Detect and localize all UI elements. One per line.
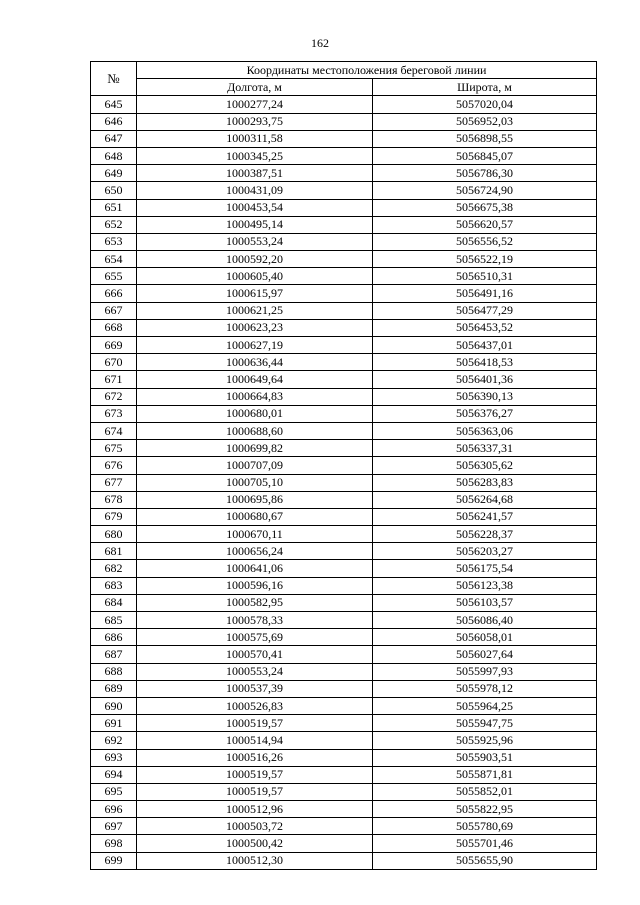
cell-number: 695 bbox=[91, 783, 137, 800]
cell-latitude: 5055655,90 bbox=[373, 852, 597, 869]
cell-latitude: 5056363,06 bbox=[373, 422, 597, 439]
cell-longitude: 1000627,19 bbox=[137, 337, 373, 354]
table-row bbox=[91, 371, 597, 388]
cell-latitude: 5056522,19 bbox=[373, 251, 597, 268]
cell-number: 694 bbox=[91, 766, 137, 783]
cell-latitude: 5055701,46 bbox=[373, 835, 597, 852]
table-row bbox=[91, 663, 597, 680]
cell-longitude: 1000621,25 bbox=[137, 302, 373, 319]
cell-latitude: 5056491,16 bbox=[373, 285, 597, 302]
cell-longitude: 1000680,01 bbox=[137, 405, 373, 422]
cell-latitude: 5055852,01 bbox=[373, 783, 597, 800]
cell-longitude: 1000495,14 bbox=[137, 216, 373, 233]
cell-number: 693 bbox=[91, 749, 137, 766]
cell-number: 675 bbox=[91, 440, 137, 457]
cell-longitude: 1000345,25 bbox=[137, 147, 373, 164]
table-row bbox=[91, 147, 597, 164]
cell-longitude: 1000596,16 bbox=[137, 577, 373, 594]
cell-latitude: 5056058,01 bbox=[373, 629, 597, 646]
cell-number: 682 bbox=[91, 560, 137, 577]
cell-longitude: 1000519,57 bbox=[137, 783, 373, 800]
cell-number: 673 bbox=[91, 405, 137, 422]
page-number: 162 bbox=[311, 36, 329, 50]
table-row bbox=[91, 801, 597, 818]
cell-number: 667 bbox=[91, 302, 137, 319]
table-row bbox=[91, 422, 597, 439]
cell-number: 647 bbox=[91, 130, 137, 147]
table-row bbox=[91, 457, 597, 474]
cell-longitude: 1000623,23 bbox=[137, 319, 373, 336]
cell-longitude: 1000453,54 bbox=[137, 199, 373, 216]
table-row bbox=[91, 165, 597, 182]
cell-number: 691 bbox=[91, 715, 137, 732]
cell-latitude: 5056376,27 bbox=[373, 405, 597, 422]
cell-latitude: 5055903,51 bbox=[373, 749, 597, 766]
cell-latitude: 5056123,38 bbox=[373, 577, 597, 594]
cell-longitude: 1000293,75 bbox=[137, 113, 373, 130]
table-row bbox=[91, 216, 597, 233]
cell-number: 686 bbox=[91, 629, 137, 646]
cell-longitude: 1000516,26 bbox=[137, 749, 373, 766]
table-row bbox=[91, 818, 597, 835]
header-latitude: Широта, м bbox=[373, 79, 597, 96]
table-row bbox=[91, 302, 597, 319]
header-row-top bbox=[91, 62, 597, 79]
cell-latitude: 5056453,52 bbox=[373, 319, 597, 336]
cell-number: 696 bbox=[91, 801, 137, 818]
cell-number: 699 bbox=[91, 852, 137, 869]
cell-latitude: 5055925,96 bbox=[373, 732, 597, 749]
table-row bbox=[91, 646, 597, 663]
cell-latitude: 5056510,31 bbox=[373, 268, 597, 285]
table-row bbox=[91, 749, 597, 766]
table-row bbox=[91, 680, 597, 697]
table-row bbox=[91, 337, 597, 354]
cell-longitude: 1000670,11 bbox=[137, 526, 373, 543]
cell-number: 689 bbox=[91, 680, 137, 697]
cell-longitude: 1000578,33 bbox=[137, 612, 373, 629]
table-row bbox=[91, 285, 597, 302]
table-row bbox=[91, 474, 597, 491]
cell-latitude: 5056390,13 bbox=[373, 388, 597, 405]
cell-latitude: 5056620,57 bbox=[373, 216, 597, 233]
cell-number: 670 bbox=[91, 354, 137, 371]
cell-latitude: 5056675,38 bbox=[373, 199, 597, 216]
table-row bbox=[91, 526, 597, 543]
cell-number: 666 bbox=[91, 285, 137, 302]
table-row bbox=[91, 783, 597, 800]
table-row bbox=[91, 835, 597, 852]
cell-latitude: 5055978,12 bbox=[373, 680, 597, 697]
cell-number: 672 bbox=[91, 388, 137, 405]
cell-longitude: 1000641,06 bbox=[137, 560, 373, 577]
cell-latitude: 5056203,27 bbox=[373, 543, 597, 560]
table-row bbox=[91, 405, 597, 422]
cell-number: 690 bbox=[91, 697, 137, 714]
cell-longitude: 1000519,57 bbox=[137, 766, 373, 783]
cell-number: 683 bbox=[91, 577, 137, 594]
cell-longitude: 1000277,24 bbox=[137, 96, 373, 113]
cell-longitude: 1000311,58 bbox=[137, 130, 373, 147]
cell-longitude: 1000553,24 bbox=[137, 663, 373, 680]
cell-longitude: 1000500,42 bbox=[137, 835, 373, 852]
cell-latitude: 5056283,83 bbox=[373, 474, 597, 491]
cell-latitude: 5056401,36 bbox=[373, 371, 597, 388]
cell-number: 668 bbox=[91, 319, 137, 336]
cell-number: 651 bbox=[91, 199, 137, 216]
cell-longitude: 1000537,39 bbox=[137, 680, 373, 697]
table-row bbox=[91, 594, 597, 611]
cell-number: 652 bbox=[91, 216, 137, 233]
cell-latitude: 5056086,40 bbox=[373, 612, 597, 629]
cell-longitude: 1000592,20 bbox=[137, 251, 373, 268]
cell-latitude: 5055964,25 bbox=[373, 697, 597, 714]
cell-longitude: 1000575,69 bbox=[137, 629, 373, 646]
cell-number: 697 bbox=[91, 818, 137, 835]
header-number: № bbox=[91, 62, 137, 96]
table-row bbox=[91, 268, 597, 285]
cell-number: 679 bbox=[91, 508, 137, 525]
cell-latitude: 5056952,03 bbox=[373, 113, 597, 130]
cell-number: 653 bbox=[91, 233, 137, 250]
header-coordinates-group: Координаты местоположения береговой линии bbox=[137, 62, 597, 79]
cell-latitude: 5055822,95 bbox=[373, 801, 597, 818]
cell-number: 692 bbox=[91, 732, 137, 749]
cell-latitude: 5056175,54 bbox=[373, 560, 597, 577]
cell-latitude: 5056241,57 bbox=[373, 508, 597, 525]
cell-latitude: 5056437,01 bbox=[373, 337, 597, 354]
cell-longitude: 1000526,83 bbox=[137, 697, 373, 714]
cell-number: 669 bbox=[91, 337, 137, 354]
cell-longitude: 1000688,60 bbox=[137, 422, 373, 439]
cell-latitude: 5056845,07 bbox=[373, 147, 597, 164]
table-row bbox=[91, 440, 597, 457]
cell-longitude: 1000695,86 bbox=[137, 491, 373, 508]
cell-latitude: 5055947,75 bbox=[373, 715, 597, 732]
cell-longitude: 1000649,64 bbox=[137, 371, 373, 388]
cell-number: 681 bbox=[91, 543, 137, 560]
table-row bbox=[91, 199, 597, 216]
table-row bbox=[91, 852, 597, 869]
cell-longitude: 1000605,40 bbox=[137, 268, 373, 285]
cell-latitude: 5055780,69 bbox=[373, 818, 597, 835]
cell-number: 680 bbox=[91, 526, 137, 543]
cell-longitude: 1000512,30 bbox=[137, 852, 373, 869]
table-row bbox=[91, 766, 597, 783]
cell-longitude: 1000636,44 bbox=[137, 354, 373, 371]
table-row bbox=[91, 732, 597, 749]
cell-longitude: 1000512,96 bbox=[137, 801, 373, 818]
cell-number: 674 bbox=[91, 422, 137, 439]
table-row bbox=[91, 113, 597, 130]
table-row bbox=[91, 233, 597, 250]
cell-number: 648 bbox=[91, 147, 137, 164]
table-row bbox=[91, 491, 597, 508]
table-row bbox=[91, 612, 597, 629]
cell-latitude: 5056724,90 bbox=[373, 182, 597, 199]
cell-latitude: 5056337,31 bbox=[373, 440, 597, 457]
cell-longitude: 1000387,51 bbox=[137, 165, 373, 182]
table-row bbox=[91, 96, 597, 113]
cell-longitude: 1000699,82 bbox=[137, 440, 373, 457]
cell-number: 649 bbox=[91, 165, 137, 182]
cell-number: 685 bbox=[91, 612, 137, 629]
cell-number: 688 bbox=[91, 663, 137, 680]
cell-latitude: 5057020,04 bbox=[373, 96, 597, 113]
cell-longitude: 1000582,95 bbox=[137, 594, 373, 611]
table-row bbox=[91, 130, 597, 147]
cell-longitude: 1000707,09 bbox=[137, 457, 373, 474]
table-header bbox=[91, 62, 597, 96]
cell-number: 646 bbox=[91, 113, 137, 130]
header-longitude: Долгота, м bbox=[137, 79, 373, 96]
cell-longitude: 1000664,83 bbox=[137, 388, 373, 405]
cell-number: 654 bbox=[91, 251, 137, 268]
table-row bbox=[91, 560, 597, 577]
cell-longitude: 1000553,24 bbox=[137, 233, 373, 250]
table-row bbox=[91, 319, 597, 336]
table-row bbox=[91, 354, 597, 371]
cell-longitude: 1000514,94 bbox=[137, 732, 373, 749]
table-row bbox=[91, 508, 597, 525]
cell-number: 671 bbox=[91, 371, 137, 388]
cell-latitude: 5056898,55 bbox=[373, 130, 597, 147]
cell-number: 676 bbox=[91, 457, 137, 474]
cell-latitude: 5056228,37 bbox=[373, 526, 597, 543]
table-row bbox=[91, 251, 597, 268]
cell-longitude: 1000615,97 bbox=[137, 285, 373, 302]
cell-latitude: 5056786,30 bbox=[373, 165, 597, 182]
table-row bbox=[91, 543, 597, 560]
cell-latitude: 5055871,81 bbox=[373, 766, 597, 783]
cell-longitude: 1000503,72 bbox=[137, 818, 373, 835]
cell-longitude: 1000705,10 bbox=[137, 474, 373, 491]
cell-latitude: 5055997,93 bbox=[373, 663, 597, 680]
cell-longitude: 1000431,09 bbox=[137, 182, 373, 199]
table-row bbox=[91, 182, 597, 199]
cell-latitude: 5056556,52 bbox=[373, 233, 597, 250]
cell-latitude: 5056027,64 bbox=[373, 646, 597, 663]
header-row-sub bbox=[91, 79, 597, 96]
cell-latitude: 5056264,68 bbox=[373, 491, 597, 508]
coordinates-table bbox=[90, 61, 597, 870]
cell-number: 684 bbox=[91, 594, 137, 611]
table-body bbox=[91, 96, 597, 869]
table-row bbox=[91, 629, 597, 646]
cell-latitude: 5056305,62 bbox=[373, 457, 597, 474]
table-row bbox=[91, 697, 597, 714]
cell-number: 698 bbox=[91, 835, 137, 852]
cell-number: 655 bbox=[91, 268, 137, 285]
cell-number: 678 bbox=[91, 491, 137, 508]
cell-latitude: 5056103,57 bbox=[373, 594, 597, 611]
table-row bbox=[91, 715, 597, 732]
cell-number: 677 bbox=[91, 474, 137, 491]
cell-longitude: 1000680,67 bbox=[137, 508, 373, 525]
cell-longitude: 1000570,41 bbox=[137, 646, 373, 663]
cell-number: 687 bbox=[91, 646, 137, 663]
table-row bbox=[91, 388, 597, 405]
table-row bbox=[91, 577, 597, 594]
cell-longitude: 1000519,57 bbox=[137, 715, 373, 732]
cell-number: 650 bbox=[91, 182, 137, 199]
cell-longitude: 1000656,24 bbox=[137, 543, 373, 560]
cell-number: 645 bbox=[91, 96, 137, 113]
cell-latitude: 5056418,53 bbox=[373, 354, 597, 371]
cell-latitude: 5056477,29 bbox=[373, 302, 597, 319]
